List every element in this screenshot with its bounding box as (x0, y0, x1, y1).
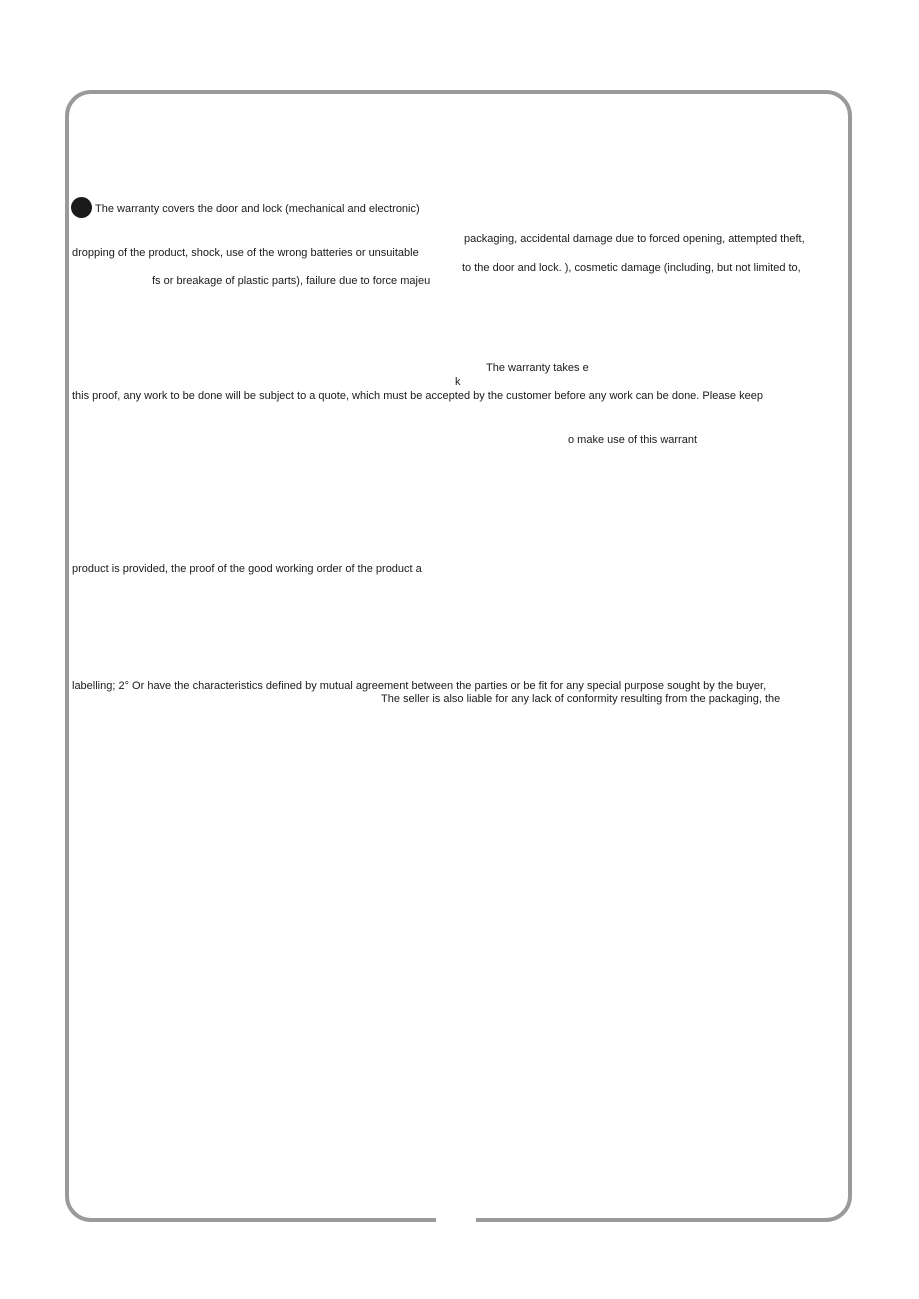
text-line: to the door and lock. ), cosmetic damage (including, but not limited to, (462, 262, 801, 274)
text-line: dropping of the product, shock, use of the wrong batteries or unsuitable (72, 247, 419, 259)
text-line: labelling; 2° Or have the characteristics defined by mutual agreement between the parties or be fit for any special purpose sought by the buyer, (72, 680, 767, 692)
text-line: k (455, 376, 461, 388)
page-border-gap (436, 1214, 476, 1228)
text-line: The seller is also liable for any lack of conformity resulting from the packaging, the (381, 693, 781, 705)
text-line: fs or breakage of plastic parts), failure due to force majeu (152, 275, 431, 287)
text-line: product is provided, the proof of the good working order of the product a (72, 563, 422, 575)
text-line: The warranty takes e (486, 362, 589, 374)
warranty-coverage-line: The warranty covers the door and lock (mechanical and electronic) (95, 203, 420, 215)
text-line: packaging, accidental damage due to forced opening, attempted theft, (464, 233, 805, 245)
text-line: this proof, any work to be done will be subject to a quote, which must be accepted by the customer before any work can be done. Please keep (72, 390, 763, 402)
text-line: o make use of this warrant (568, 434, 698, 446)
bullet-dot-icon (71, 197, 92, 218)
